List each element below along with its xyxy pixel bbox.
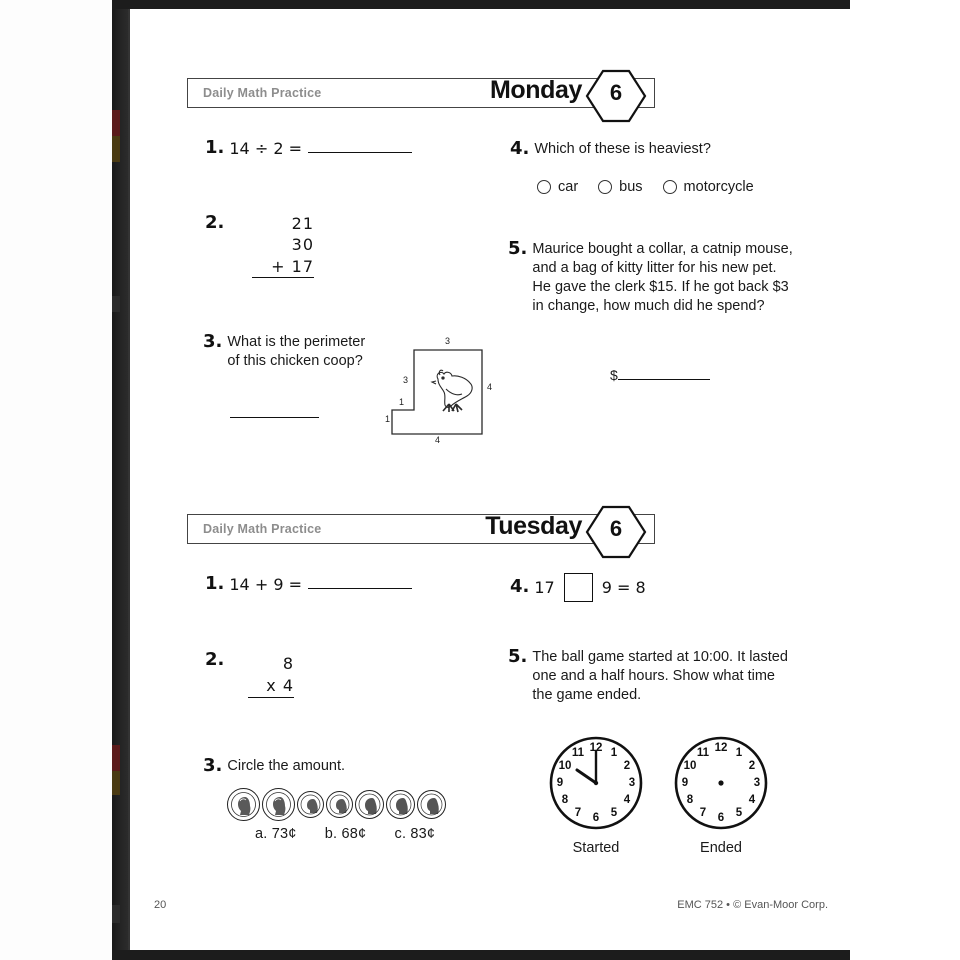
coin-quarter[interactable] — [262, 788, 295, 821]
scan-edge-bottom — [112, 950, 850, 960]
monday-q5-text: Maurice bought a collar, a catnip mouse, and a bag of kitty litter for his new pet. He gave the clerk $15. If he got back $3 in change, how much did he spend? — [532, 241, 793, 314]
svg-text:1: 1 — [610, 747, 618, 760]
spine-mark — [112, 296, 120, 312]
tuesday-q3-option-b[interactable]: b. 68¢ — [324, 826, 367, 842]
spine-mark — [112, 110, 120, 136]
svg-text:12: 12 — [589, 742, 603, 755]
radio-icon[interactable] — [598, 180, 612, 194]
coin-penny[interactable] — [417, 790, 446, 819]
clock-face-icon — [672, 734, 770, 832]
monday-q1-number: 1. — [205, 137, 225, 158]
svg-text:12: 12 — [714, 742, 728, 755]
monday-q2-addend-3: + 17 — [252, 257, 314, 279]
monday-q3-number: 3. — [203, 331, 223, 352]
tuesday-q4 — [510, 573, 646, 602]
monday-q2-addend-2: 30 — [291, 234, 314, 254]
svg-text:8: 8 — [561, 794, 569, 807]
monday-q4-text: Which of these is heaviest? — [534, 141, 711, 157]
monday-q5-answer-blank[interactable] — [618, 366, 710, 380]
coin-dime[interactable] — [326, 791, 353, 818]
radio-icon[interactable] — [537, 180, 551, 194]
tuesday-q5-number: 5. — [508, 646, 528, 667]
tuesday-q5 — [508, 648, 793, 705]
monday-week-number: 6 — [609, 80, 623, 105]
tuesday-q4-left-operand: 17 — [534, 578, 555, 597]
tuesday-week-number: 6 — [609, 516, 623, 541]
tuesday-brand-label: Daily Math Practice — [203, 522, 322, 536]
monday-q4-choice-motorcycle[interactable] — [663, 179, 754, 195]
tuesday-q2-number: 2. — [205, 649, 225, 670]
coop-label-right: 4 — [487, 382, 493, 392]
spine-mark — [112, 771, 120, 795]
tuesday-q4-operator-box[interactable] — [564, 573, 593, 602]
page-credit: EMC 752 • © Evan-Moor Corp. — [677, 899, 828, 911]
tuesday-q2-factor-1: 8 — [282, 654, 294, 673]
coop-label-left-upper: 3 — [403, 375, 409, 385]
svg-text:3: 3 — [753, 777, 761, 790]
monday-day-title: Monday — [489, 76, 582, 104]
monday-q4 — [510, 140, 810, 159]
monday-q4-choice-label: car — [558, 179, 579, 195]
monday-q2-addend-1: 21 — [291, 214, 314, 233]
monday-brand-label: Daily Math Practice — [203, 86, 322, 100]
tuesday-q3-coins — [227, 788, 448, 821]
monday-q3-answer-blank[interactable] — [230, 404, 319, 418]
coop-label-bottom: 4 — [435, 435, 441, 445]
coop-label-notch-left: 1 — [385, 414, 391, 424]
tuesday-q2-multiplication — [248, 654, 294, 724]
svg-text:3: 3 — [628, 777, 636, 790]
scan-margin-right — [850, 0, 960, 960]
tuesday-q5-text: The ball game started at 10:00. It lasted one and a half hours. Show what time the game ended. — [532, 649, 788, 703]
coop-label-top: 3 — [445, 336, 451, 346]
monday-q4-choice-label: bus — [619, 179, 643, 195]
svg-text:1: 1 — [735, 747, 743, 760]
page-number: 20 — [154, 899, 167, 911]
clock-ended[interactable] — [672, 734, 770, 856]
svg-text:4: 4 — [748, 794, 756, 807]
monday-q4-number: 4. — [510, 138, 530, 159]
scan-margin-left — [0, 0, 112, 960]
tuesday-q3-option-a[interactable]: a. 73¢ — [255, 826, 297, 842]
monday-q5 — [508, 240, 798, 315]
svg-text:2: 2 — [623, 760, 631, 773]
tuesday-q2-factor-2: x 4 — [248, 676, 294, 698]
svg-text:6: 6 — [717, 812, 725, 825]
tuesday-q3-options — [255, 826, 459, 842]
svg-text:11: 11 — [571, 747, 585, 760]
spine-mark — [112, 745, 120, 771]
tuesday-q3-number: 3. — [203, 755, 223, 776]
svg-text:9: 9 — [556, 777, 564, 790]
dollar-sign: $ — [610, 367, 618, 383]
tuesday-q4-right-expression: 9 = 8 — [601, 578, 646, 597]
monday-q2-answer-space[interactable] — [252, 278, 314, 304]
clock-started-caption: Started — [572, 840, 620, 856]
svg-text:4: 4 — [623, 794, 631, 807]
svg-text:2: 2 — [748, 760, 756, 773]
worksheet-page — [128, 9, 850, 950]
tuesday-q4-number: 4. — [510, 576, 530, 598]
svg-text:9: 9 — [681, 777, 689, 790]
coin-dime[interactable] — [297, 791, 324, 818]
svg-text:5: 5 — [610, 807, 618, 820]
monday-q1-text: 14 ÷ 2 = — [229, 139, 302, 158]
monday-q3-text: What is the perimeter of this chicken coop? — [227, 334, 366, 369]
tuesday-q3-text: Circle the amount. — [227, 758, 346, 774]
monday-q4-choice-bus[interactable] — [598, 179, 642, 195]
clock-started[interactable] — [547, 734, 645, 856]
tuesday-day-title: Tuesday — [485, 512, 582, 540]
tuesday-q1-answer-blank[interactable] — [308, 575, 412, 589]
monday-q5-answer[interactable] — [610, 366, 710, 383]
svg-text:8: 8 — [686, 794, 694, 807]
svg-text:5: 5 — [735, 807, 743, 820]
coop-label-notch-top: 1 — [399, 397, 405, 407]
tuesday-q2 — [205, 651, 229, 670]
clock-ended-caption: Ended — [700, 840, 742, 856]
scan-edge-top — [112, 0, 850, 9]
coin-penny[interactable] — [386, 790, 415, 819]
tuesday-q3 — [203, 757, 453, 776]
svg-text:11: 11 — [696, 747, 710, 760]
monday-q1 — [205, 139, 412, 158]
svg-text:10: 10 — [558, 760, 572, 773]
monday-q1-answer-blank[interactable] — [308, 139, 412, 153]
clock-face-icon — [547, 734, 645, 832]
tuesday-q2-answer-space[interactable] — [248, 698, 294, 724]
tuesday-header — [187, 508, 657, 548]
monday-q3 — [203, 333, 378, 371]
monday-q4-choices — [537, 179, 774, 195]
tuesday-q1-text: 14 + 9 = — [229, 575, 302, 594]
monday-header — [187, 72, 657, 112]
coin-penny[interactable] — [355, 790, 384, 819]
spine-mark — [112, 905, 120, 923]
svg-text:6: 6 — [592, 812, 600, 825]
monday-q4-choice-label: motorcycle — [683, 179, 754, 195]
tuesday-q3-option-c[interactable]: c. 83¢ — [394, 826, 436, 842]
radio-icon[interactable] — [663, 180, 677, 194]
monday-q2-addition — [252, 214, 314, 304]
svg-text:7: 7 — [699, 807, 707, 820]
monday-q2-number: 2. — [205, 212, 225, 233]
coin-quarter[interactable] — [227, 788, 260, 821]
monday-q2 — [205, 214, 229, 233]
tuesday-q1-number: 1. — [205, 573, 225, 594]
svg-text:10: 10 — [683, 760, 697, 773]
monday-q4-choice-car[interactable] — [537, 179, 578, 195]
tuesday-q1 — [205, 575, 412, 594]
spine-mark — [112, 136, 120, 162]
chicken-coop-figure — [386, 334, 506, 454]
monday-q5-number: 5. — [508, 238, 528, 259]
svg-text:7: 7 — [574, 807, 582, 820]
